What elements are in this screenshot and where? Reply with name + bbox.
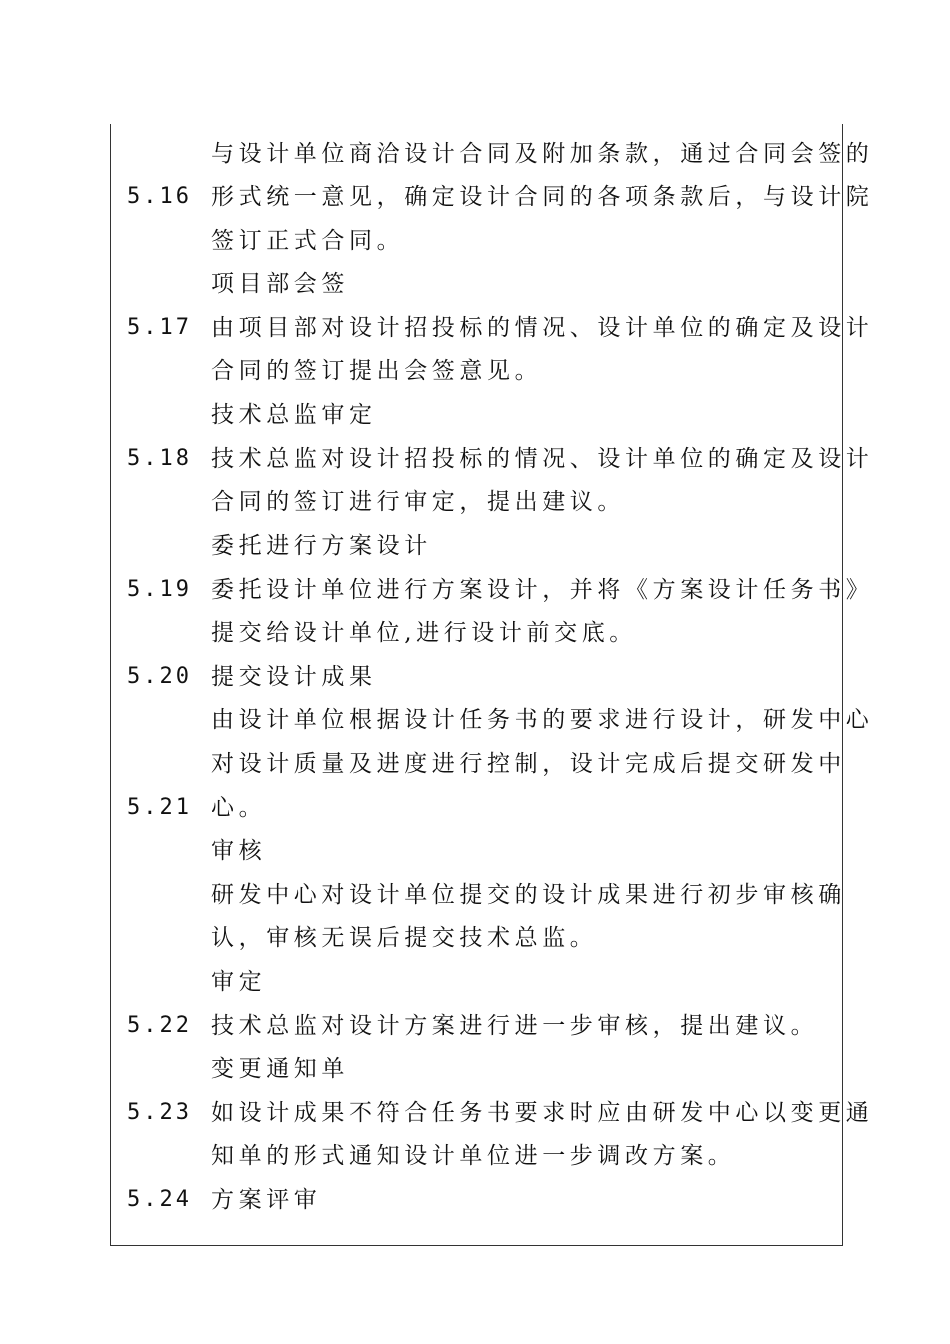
section-heading: 方案评审 xyxy=(211,1187,322,1213)
text-line: 研发中心对设计单位提交的设计成果进行初步审核确 xyxy=(211,882,846,908)
text-line: 提交给设计单位,进行设计前交底。 xyxy=(211,620,637,646)
section-number: 5.16 xyxy=(127,184,192,209)
section-heading: 提交设计成果 xyxy=(211,664,377,690)
text-line: 由设计单位根据设计任务书的要求进行设计，研发中心 xyxy=(211,707,874,733)
text-line: 由项目部对设计招投标的情况、设计单位的确定及设计 xyxy=(211,315,874,341)
text-line: 合同的签订提出会签意见。 xyxy=(211,358,543,384)
text-line: 认，审核无误后提交技术总监。 xyxy=(211,925,598,951)
text-line: 如设计成果不符合任务书要求时应由研发中心以变更通 xyxy=(211,1100,874,1126)
section-number: 5.22 xyxy=(127,1013,192,1038)
section-heading: 审核 xyxy=(211,838,267,864)
text-line: 心。 xyxy=(211,795,267,821)
section-number: 5.20 xyxy=(127,664,192,689)
text-line: 技术总监对设计方案进行进一步审核，提出建议。 xyxy=(211,1013,819,1039)
section-number: 5.18 xyxy=(127,446,192,471)
section-heading: 项目部会签 xyxy=(211,271,349,297)
section-heading: 变更通知单 xyxy=(211,1056,349,1082)
text-line: 知单的形式通知设计单位进一步调改方案。 xyxy=(211,1143,736,1169)
text-line: 委托设计单位进行方案设计，并将《方案设计任务书》 xyxy=(211,577,874,603)
section-number: 5.17 xyxy=(127,315,192,340)
text-line: 与设计单位商洽设计合同及附加条款，通过合同会签的 xyxy=(211,141,874,167)
section-number: 5.24 xyxy=(127,1187,192,1212)
section-number: 5.19 xyxy=(127,577,192,602)
section-heading: 技术总监审定 xyxy=(211,402,377,428)
text-line: 对设计质量及进度进行控制，设计完成后提交研发中 xyxy=(211,751,846,777)
section-number: 5.23 xyxy=(127,1100,192,1125)
section-heading: 委托进行方案设计 xyxy=(211,533,432,559)
text-line: 签订正式合同。 xyxy=(211,228,405,254)
section-number: 5.21 xyxy=(127,795,192,820)
section-heading: 审定 xyxy=(211,969,267,995)
text-line: 合同的签订进行审定，提出建议。 xyxy=(211,489,625,515)
text-line: 技术总监对设计招投标的情况、设计单位的确定及设计 xyxy=(211,446,874,472)
text-line: 形式统一意见，确定设计合同的各项条款后，与设计院 xyxy=(211,184,874,210)
